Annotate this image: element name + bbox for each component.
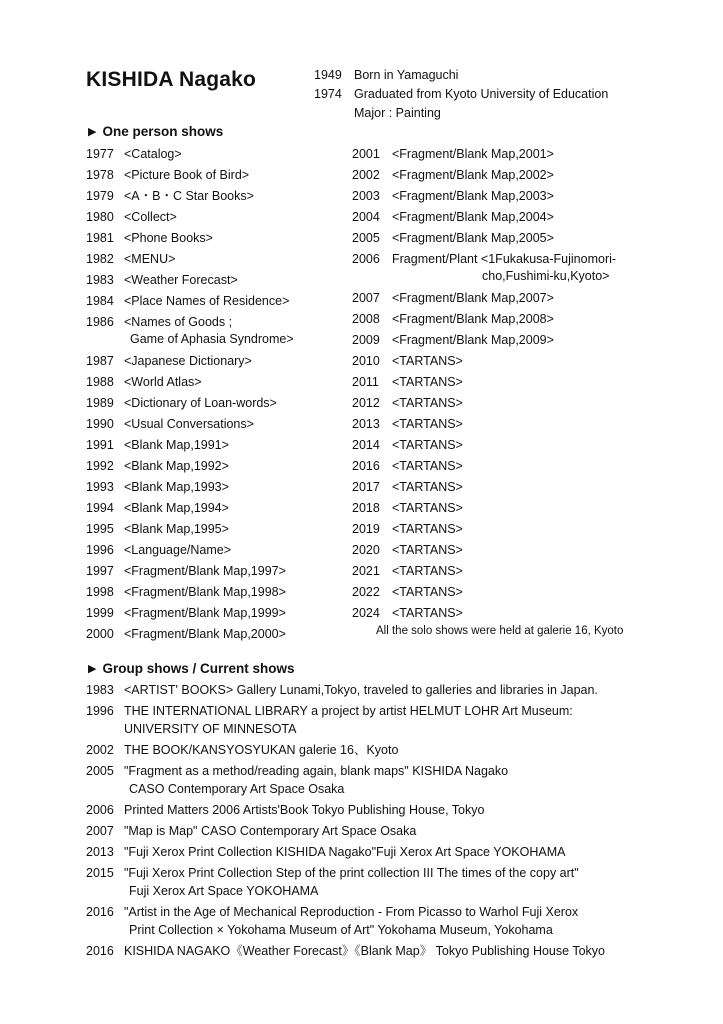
solo-year: 1998 [86,585,114,599]
group-title-line2: UNIVERSITY OF MINNESOTA [124,722,297,736]
solo-year: 1981 [86,231,114,245]
solo-shows-left-column [86,144,336,645]
solo-title: <TARTANS> [392,417,463,431]
group-title [124,864,646,900]
solo-show-row [86,561,336,582]
solo-title: <Place Names of Residence> [124,294,290,308]
solo-title: <MENU> [124,252,176,266]
solo-year: 2022 [352,585,380,599]
group-title: KISHIDA NAGAKO《Weather Forecast》《Blank Map》 Tokyo Publishing House Tokyo [124,944,605,958]
solo-title-line2: Game of Aphasia Syndrome> [130,332,294,346]
solo-title: <Fragment/Blank Map,2009> [392,333,554,347]
solo-year: 2019 [352,522,380,536]
solo-title: <Phone Books> [124,231,213,245]
solo-title: <TARTANS> [392,606,463,620]
solo-year: 1982 [86,252,114,266]
group-title [124,702,646,738]
solo-show-row [352,186,652,207]
bio-row [314,66,654,85]
solo-year: 2006 [352,252,380,266]
solo-year: 2005 [352,231,380,245]
solo-title: <Fragment/Blank Map,2005> [392,231,554,245]
solo-title: <TARTANS> [392,354,463,368]
solo-show-row [86,456,336,477]
group-show-row [86,801,646,819]
solo-year: 2013 [352,417,380,431]
solo-year: 2002 [352,168,380,182]
group-title: <ARTIST' BOOKS> Gallery Lunami,Tokyo, traveled to galleries and libraries in Japan. [124,683,598,697]
solo-title: <Language/Name> [124,543,232,557]
solo-title: <TARTANS> [392,480,463,494]
solo-show-row [86,603,336,624]
artist-name: KISHIDA Nagako [86,68,257,91]
group-show-row [86,843,646,861]
solo-year: 2017 [352,480,380,494]
group-title-line2: Fuji Xerox Art Space YOKOHAMA [129,884,319,898]
group-year: 1996 [86,704,114,718]
group-title: "Fuji Xerox Print Collection KISHIDA Nagako"Fuji Xerox Art Space YOKOHAMA [124,845,566,859]
solo-show-row [86,498,336,519]
solo-year: 2004 [352,210,380,224]
solo-year: 2003 [352,189,380,203]
solo-title: <World Atlas> [124,375,202,389]
solo-shows-right-column [352,144,652,624]
group-title: Printed Matters 2006 Artists'Book Tokyo Publishing House, Tokyo [124,803,485,817]
solo-show-row [352,330,652,351]
solo-title: <Blank Map,1995> [124,522,229,536]
group-shows-list [86,681,646,963]
solo-title: <TARTANS> [392,522,463,536]
solo-year: 2014 [352,438,380,452]
group-title [124,762,646,798]
solo-title: <A・B・C Star Books> [124,189,254,203]
solo-show-row [352,414,652,435]
group-title: "Map is Map" CASO Contemporary Art Space Osaka [124,824,417,838]
solo-shows-heading-label: One person shows [102,124,224,139]
solo-year: 1996 [86,543,114,557]
group-year: 2007 [86,824,114,838]
solo-show-row [352,540,652,561]
solo-title: <Fragment/Blank Map,2003> [392,189,554,203]
solo-year: 1991 [86,438,114,452]
solo-show-row [86,312,336,351]
solo-year: 1997 [86,564,114,578]
solo-title: <Catalog> [124,147,182,161]
group-show-row [86,741,646,759]
solo-show-row [352,456,652,477]
triangle-bullet-icon: ▶ [88,126,97,138]
group-year: 1983 [86,683,114,697]
group-title-line1: "Fuji Xerox Print Collection Step of the print collection III The times of the copy art" [124,866,579,880]
solo-year: 1977 [86,147,114,161]
solo-year: 1983 [86,273,114,287]
solo-title: <Fragment/Blank Map,1997> [124,564,286,578]
group-year: 2006 [86,803,114,817]
solo-show-row [86,351,336,372]
solo-show-row [352,393,652,414]
bio-text-line1: Graduated from Kyoto University of Education [354,87,609,101]
solo-show-row [86,624,336,645]
solo-show-row [352,477,652,498]
solo-show-row [86,477,336,498]
bio-year: 1974 [314,87,342,101]
solo-title: <Fragment/Blank Map,1998> [124,585,286,599]
solo-title: <Blank Map,1994> [124,501,229,515]
solo-show-row [86,249,336,270]
group-title [124,903,646,939]
solo-title: <Picture Book of Bird> [124,168,250,182]
solo-year: 2001 [352,147,380,161]
group-year: 2005 [86,764,114,778]
solo-show-row [86,270,336,291]
group-show-row [86,822,646,840]
solo-year: 1990 [86,417,114,431]
solo-show-row [352,249,652,288]
solo-title: <Collect> [124,210,177,224]
solo-show-row [86,228,336,249]
solo-title: <Blank Map,1993> [124,480,229,494]
solo-year: 1995 [86,522,114,536]
group-show-row [86,903,646,939]
solo-show-row [352,519,652,540]
group-year: 2013 [86,845,114,859]
solo-title: <Blank Map,1992> [124,459,229,473]
solo-year: 2008 [352,312,380,326]
solo-year: 1994 [86,501,114,515]
solo-show-row [352,309,652,330]
solo-title: <Fragment/Blank Map,2002> [392,168,554,182]
solo-title: <Weather Forecast> [124,273,238,287]
triangle-bullet-icon: ▶ [88,663,97,675]
solo-year: 2024 [352,606,380,620]
group-title-line1: "Fragment as a method/reading again, blank maps" KISHIDA Nagako [124,764,509,778]
solo-year: 1986 [86,315,114,329]
group-year: 2015 [86,866,114,880]
solo-title: <Fragment/Blank Map,2007> [392,291,554,305]
solo-show-row [86,207,336,228]
bio-row [314,85,654,123]
group-show-row [86,762,646,798]
solo-title: <TARTANS> [392,459,463,473]
solo-show-row [86,414,336,435]
solo-year: 1979 [86,189,114,203]
solo-title: <Dictionary of Loan-words> [124,396,277,410]
solo-shows-note: All the solo shows were held at galerie 16, Kyoto [376,625,624,637]
solo-show-row [86,144,336,165]
solo-year: 2018 [352,501,380,515]
solo-title: <Fragment/Blank Map,2001> [392,147,554,161]
bio-text: Born in Yamaguchi [354,68,459,82]
solo-show-row [86,291,336,312]
solo-year: 1992 [86,459,114,473]
group-show-row [86,681,646,699]
solo-year: 2007 [352,291,380,305]
group-title-line1: THE INTERNATIONAL LIBRARY a project by artist HELMUT LOHR Art Museum: [124,704,573,718]
solo-title [124,314,294,351]
solo-title: <TARTANS> [392,396,463,410]
group-title-line1: "Artist in the Age of Mechanical Reproduction - From Picasso to Warhol Fuji Xerox [124,905,579,919]
solo-shows-heading [88,124,223,139]
solo-year: 1993 [86,480,114,494]
bio-year: 1949 [314,68,342,82]
group-year: 2016 [86,905,114,919]
solo-show-row [352,228,652,249]
solo-title [392,251,616,288]
group-show-row [86,942,646,960]
solo-title: <TARTANS> [392,375,463,389]
group-year: 2002 [86,743,114,757]
solo-show-row [352,561,652,582]
solo-title: <Fragment/Blank Map,2004> [392,210,554,224]
solo-show-row [352,165,652,186]
solo-show-row [352,498,652,519]
solo-title: <Fragment/Blank Map,1999> [124,606,286,620]
solo-show-row [86,435,336,456]
solo-year: 1984 [86,294,114,308]
solo-year: 1988 [86,375,114,389]
solo-title: <Blank Map,1991> [124,438,229,452]
solo-show-row [352,435,652,456]
solo-show-row [352,207,652,228]
solo-title: <TARTANS> [392,501,463,515]
solo-year: 2009 [352,333,380,347]
solo-year: 2012 [352,396,380,410]
solo-title-line2: cho,Fushimi-ku,Kyoto> [482,269,610,283]
solo-year: 1978 [86,168,114,182]
group-shows-heading-label: Group shows / Current shows [102,661,295,676]
solo-title-line1: <Names of Goods ; [124,315,233,329]
group-title-line2: Print Collection × Yokohama Museum of Art" Yokohama Museum, Yokohama [129,923,553,937]
bio-text-line2: Major : Painting [354,106,441,120]
solo-year: 1989 [86,396,114,410]
solo-year: 1987 [86,354,114,368]
solo-title: <TARTANS> [392,438,463,452]
solo-show-row [86,519,336,540]
solo-title: <Fragment/Blank Map,2008> [392,312,554,326]
solo-title: <Japanese Dictionary> [124,354,252,368]
solo-year: 2000 [86,627,114,641]
bio-list [314,66,654,123]
group-title-line2: CASO Contemporary Art Space Osaka [129,782,345,796]
solo-show-row [352,372,652,393]
solo-year: 2020 [352,543,380,557]
solo-show-row [86,165,336,186]
solo-show-row [352,288,652,309]
bio-text [354,85,654,123]
solo-show-row [352,582,652,603]
group-shows-heading [88,661,295,676]
solo-show-row [352,603,652,624]
solo-year: 1980 [86,210,114,224]
solo-title: <Usual Conversations> [124,417,254,431]
group-show-row [86,702,646,738]
solo-year: 2011 [352,375,379,389]
solo-show-row [352,351,652,372]
group-show-row [86,864,646,900]
solo-year: 2021 [352,564,380,578]
solo-title: <TARTANS> [392,585,463,599]
solo-title: <Fragment/Blank Map,2000> [124,627,286,641]
solo-show-row [86,186,336,207]
solo-show-row [86,393,336,414]
solo-title: <TARTANS> [392,564,463,578]
solo-title: <TARTANS> [392,543,463,557]
solo-year: 1999 [86,606,114,620]
solo-show-row [86,540,336,561]
solo-show-row [86,582,336,603]
group-title: THE BOOK/KANSYOSYUKAN galerie 16、Kyoto [124,743,399,757]
solo-year: 2016 [352,459,380,473]
solo-year: 2010 [352,354,380,368]
solo-show-row [352,144,652,165]
solo-show-row [86,372,336,393]
group-year: 2016 [86,944,114,958]
solo-title-line1: Fragment/Plant <1Fukakusa-Fujinomori- [392,252,617,266]
